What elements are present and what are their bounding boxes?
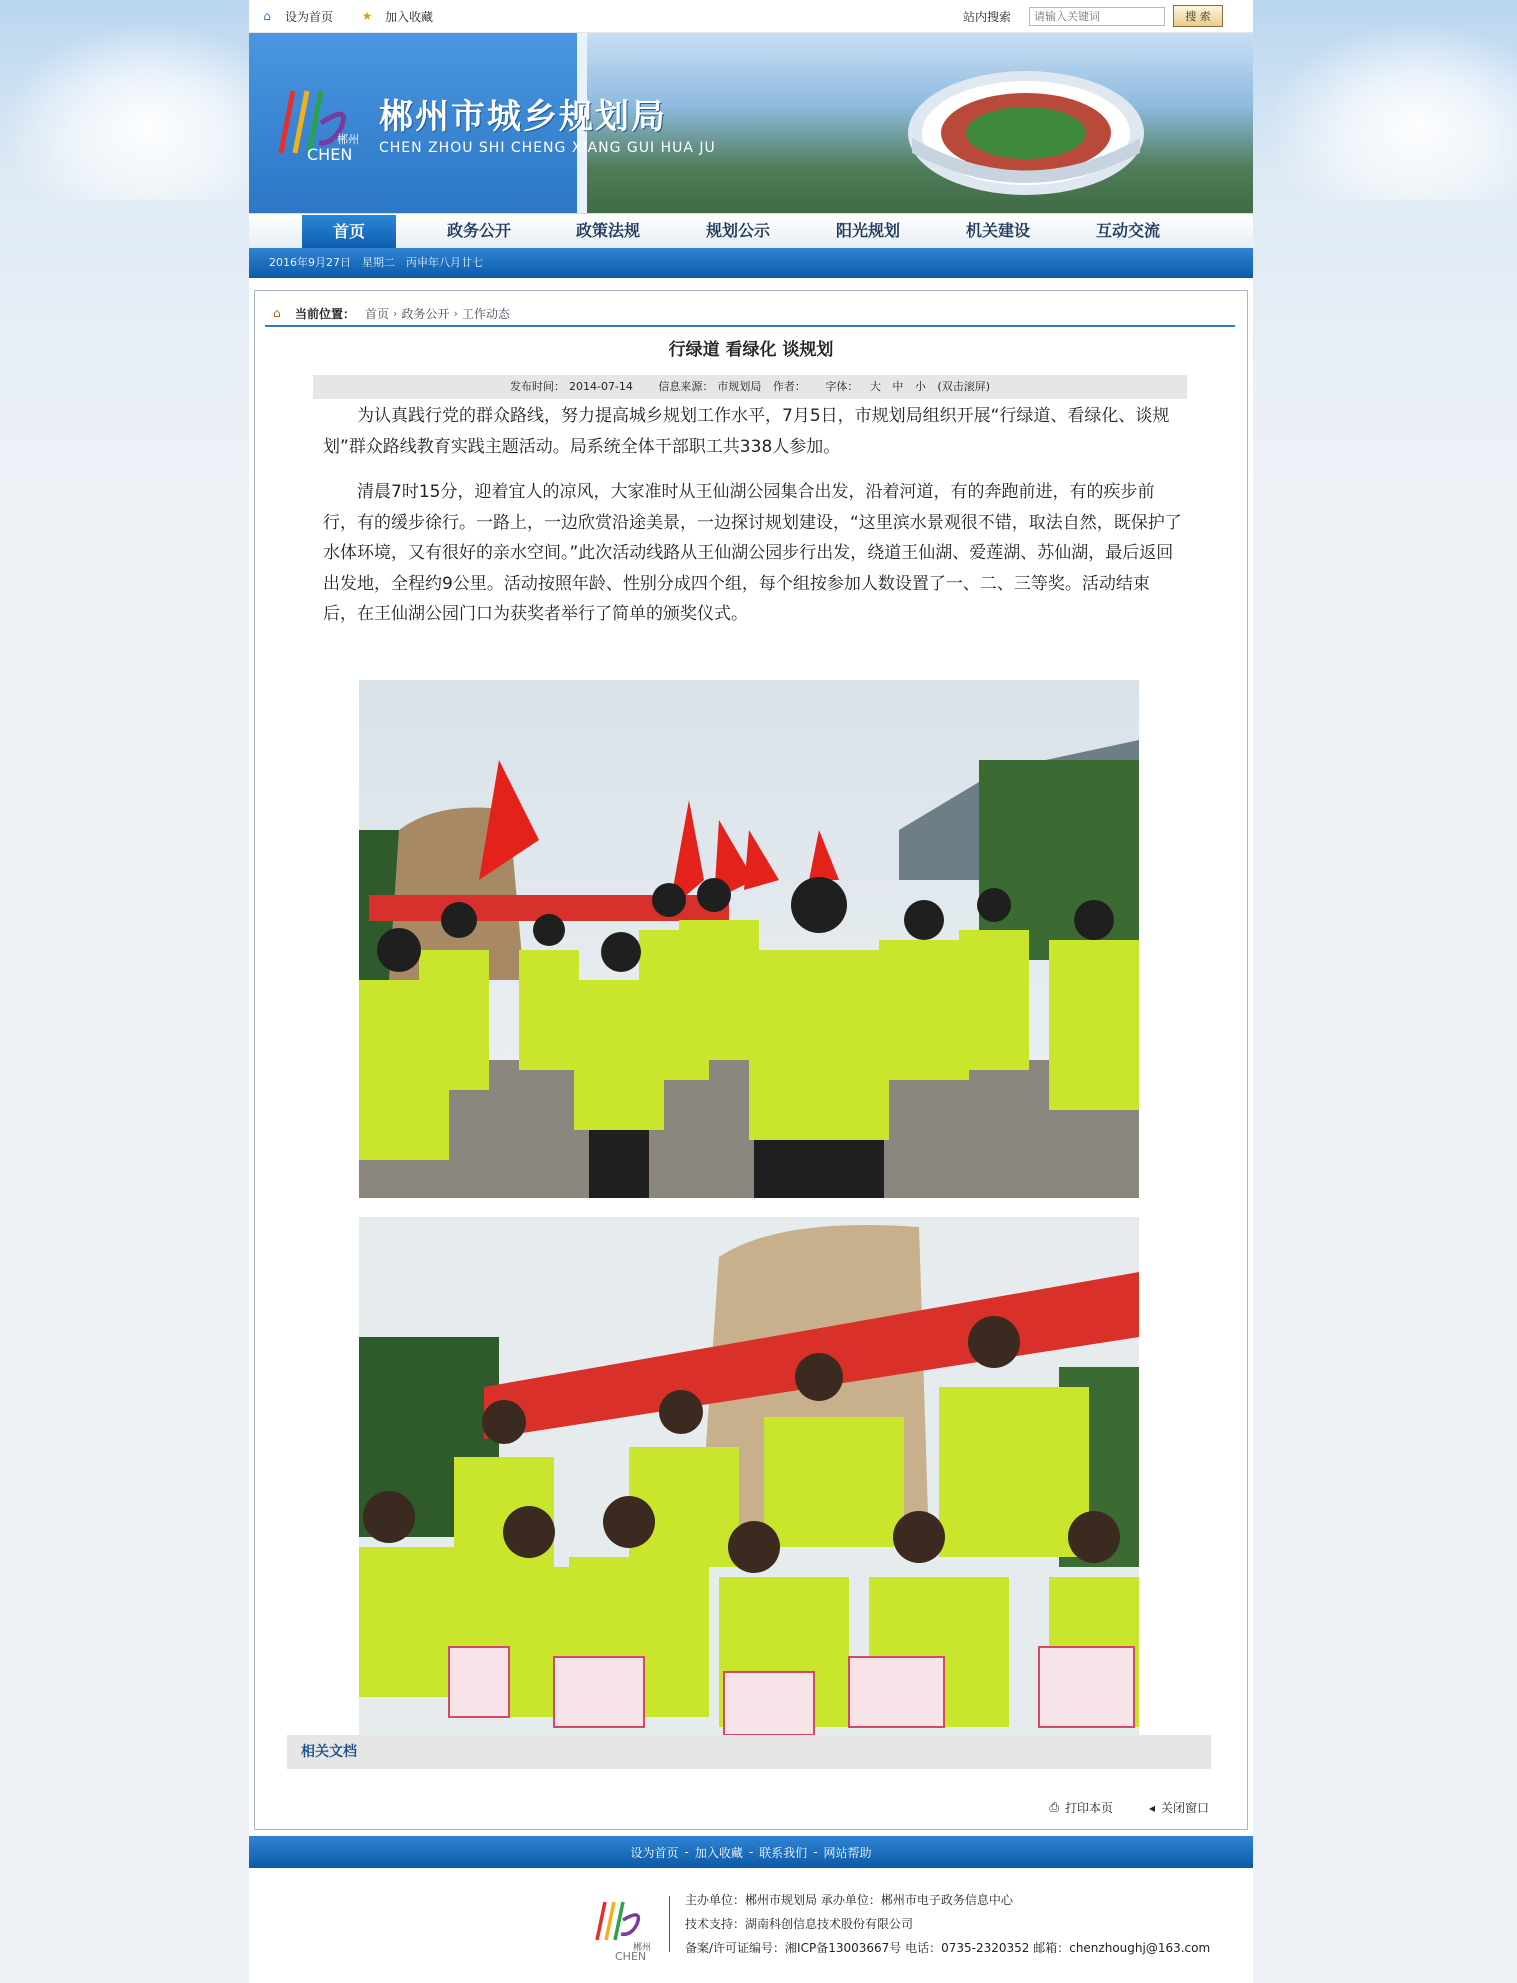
site-search — [963, 5, 1223, 27]
site-title: 郴州市城乡规划局 — [379, 97, 667, 137]
home-icon: ⌂ — [263, 9, 271, 23]
article-paragraph-2: 清晨7时15分，迎着宜人的凉风，大家准时从王仙湖公园集合出发，沿着河道，有的奔跑前进，有的疾步前行，有的缓步徐行。一路上，一边欣赏沿途美景，一边探讨规划建设，“这里滨水景观很不错，取法自然，既保护了水体环境，又有很好的亲水空间。”此次活动线路从王仙湖公园步行出发，绕道王仙湖、爱莲湖、苏仙湖，最后返回出发地，全程约9公里。活动按照年龄、性别分成四个组，每个组按参加人数设置了一、二、三等奖。活动结束后，在王仙湖公园门口为获奖者举行了简单的颁奖仪式。 — [323, 482, 1182, 624]
nav-office-building[interactable]: 机关建设 — [965, 221, 1030, 240]
print-page-label: 打印本页 — [1064, 1801, 1113, 1815]
nav-planning-notice[interactable]: 规划公示 — [705, 221, 770, 240]
add-favorite-link[interactable] — [359, 8, 433, 25]
chevron-right-icon: › — [453, 306, 458, 320]
footer-separator: - — [684, 1845, 689, 1859]
breadcrumb — [265, 301, 1235, 327]
photo-crowd-with-flags — [359, 680, 1139, 1198]
search-button[interactable]: 搜 索 — [1173, 5, 1223, 27]
nav-gov-affairs[interactable]: 政务公开 — [446, 221, 511, 240]
footer-separator: - — [748, 1845, 754, 1859]
footer-nav — [249, 1836, 1253, 1868]
main-nav — [249, 213, 1253, 248]
publish-label: 发布时间： — [509, 380, 565, 393]
logo-small-label: 郴州 — [337, 133, 359, 146]
article-photo-2 — [359, 1217, 1139, 1735]
set-home-link[interactable] — [259, 8, 333, 25]
nav-interaction[interactable]: 互动交流 — [1095, 221, 1160, 240]
footer-organizer: 主办单位：郴州市规划局 承办单位：郴州市电子政务信息中心 — [685, 1893, 1013, 1907]
footer-logo-small: 郴州 — [633, 1943, 652, 1953]
scroll-hint: (双击滚屏) — [937, 380, 991, 393]
author-label: 作者： — [772, 380, 806, 393]
site-banner — [249, 33, 1253, 213]
source-value: 市规划局 — [717, 380, 762, 393]
top-bar — [249, 0, 1253, 33]
stadium-illustration — [904, 53, 1149, 203]
article-meta — [313, 375, 1187, 399]
star-icon: ★ — [361, 9, 373, 23]
page-wrapper — [249, 0, 1253, 1983]
nav-policies[interactable]: 政策法规 — [575, 221, 640, 240]
font-large[interactable]: 大 — [869, 380, 881, 393]
footer-logo-chen: CHEN — [615, 1950, 647, 1963]
background-cloud-right — [1267, 20, 1517, 200]
background-cloud-left — [0, 20, 250, 200]
related-docs-header: 相关文档 — [287, 1735, 1211, 1769]
footer-info — [249, 1868, 1253, 1983]
page-actions — [1013, 1799, 1209, 1816]
house-icon: ⌂ — [273, 306, 281, 320]
close-window-label: 关闭窗口 — [1160, 1801, 1209, 1815]
article-photo-1 — [359, 680, 1139, 1198]
footer-divider — [669, 1896, 670, 1952]
breadcrumb-label: 当前位置： — [295, 306, 356, 321]
footer-separator: - — [813, 1845, 818, 1859]
breadcrumb-work-news[interactable]: 工作动态 — [461, 306, 510, 321]
add-favorite-label: 加入收藏 — [385, 9, 434, 24]
set-home-label: 设为首页 — [285, 9, 334, 24]
search-input[interactable] — [1029, 7, 1165, 26]
font-medium[interactable]: 中 — [892, 380, 904, 393]
print-page-button[interactable] — [1049, 1799, 1113, 1816]
article-container — [254, 290, 1248, 1830]
footer-license: 备案/许可证编号：湘ICP备13003667号 电话：0735-2320352 邮箱：chenzhoughj@163.com — [685, 1941, 1211, 1955]
footer-add-fav[interactable]: 加入收藏 — [694, 1845, 743, 1860]
logo-chen-label: CHEN — [307, 145, 353, 164]
photo-award-winners — [359, 1217, 1139, 1735]
breadcrumb-gov-affairs[interactable]: 政务公开 — [401, 306, 450, 321]
date-bar: 2016年9月27日 星期二 丙申年八月廿七 — [249, 248, 1253, 278]
publish-date: 2014-07-14 — [568, 380, 633, 393]
footer-help[interactable]: 网站帮助 — [823, 1845, 872, 1860]
source-label: 信息来源： — [658, 380, 714, 393]
chevron-right-icon: › — [393, 306, 398, 320]
footer-set-home[interactable]: 设为首页 — [630, 1845, 679, 1860]
print-icon: ⎙ — [1049, 1800, 1059, 1814]
breadcrumb-home[interactable]: 首页 — [365, 306, 390, 321]
footer-contact[interactable]: 联系我们 — [759, 1845, 808, 1860]
font-small[interactable]: 小 — [914, 380, 926, 393]
close-window-button[interactable] — [1149, 1799, 1209, 1816]
close-arrow-icon: ◂ — [1148, 1800, 1155, 1815]
search-label: 站内搜索 — [962, 9, 1011, 24]
article-title: 行绿道 看绿化 谈规划 — [668, 340, 834, 360]
nav-home[interactable]: 首页 — [302, 215, 396, 248]
nav-sunshine-planning[interactable]: 阳光规划 — [835, 221, 900, 240]
site-subtitle: CHEN ZHOU SHI CHENG XIANG GUI HUA JU — [379, 140, 716, 156]
footer-tech-support: 技术支持：湖南科创信息技术股份有限公司 — [685, 1917, 914, 1931]
article-paragraph-1: 为认真践行党的群众路线，努力提高城乡规划工作水平，7月5日，市规划局组织开展“行绿道、看绿化、谈规划”群众路线教育实践主题活动。局系统全体干部职工共338人参加。 — [323, 406, 1170, 457]
footer-lines — [685, 1888, 1210, 1960]
font-label: 字体： — [825, 380, 859, 393]
